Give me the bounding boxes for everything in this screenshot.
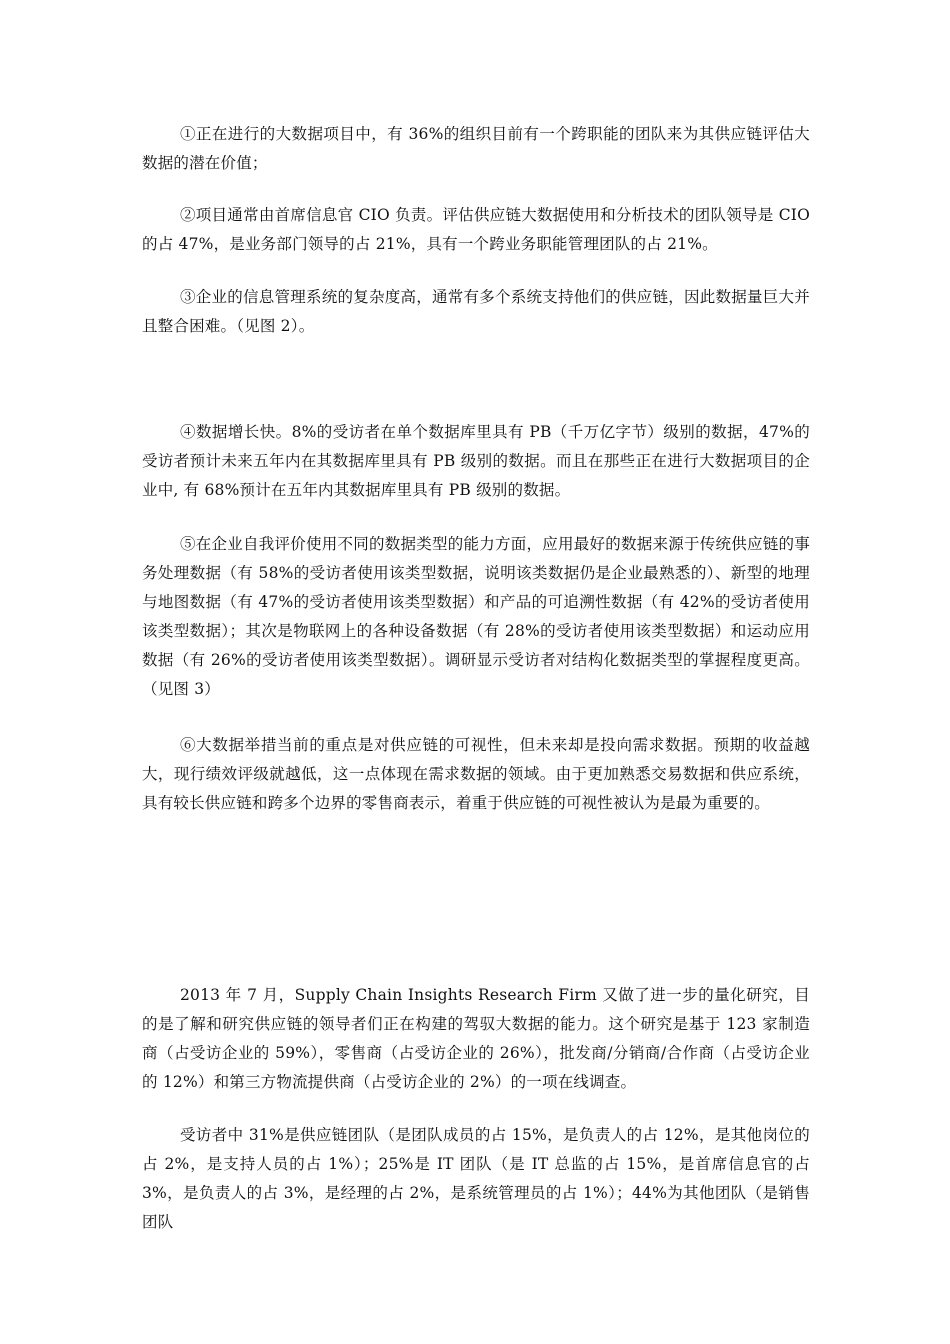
paragraph-data-types: ⑤在企业自我评价使用不同的数据类型的能力方面，应用最好的数据来源于传统供应链的事务处理数据（有 58%的受访者使用该类型数据，说明该类数据仍是企业最熟悉的）、新型的地理与地图数据（有 47%的受访者使用该类型数据）和产品的可追溯性数据（有 42%的受访者使用该类型数据）；其次是物联网上的各种设备数据（有 28%的受访者使用该类型数据）和运动应用数据（有 26%的受访者使用该类型数据）。调研显示受访者对结构化数据类型的掌握程度更高。（见图 3） xyxy=(142,535,810,698)
paragraph-big-data-cross-functional-team: ①正在进行的大数据项目中，有 36%的组织目前有一个跨职能的团队来为其供应链评估大数据的潜在价值； xyxy=(142,125,810,172)
paragraph-2013-survey: 2013 年 7 月，Supply Chain Insights Research Firm 又做了进一步的量化研究，目的是了解和研究供应链的领导者们正在构建的驾驭大数据的能力。这个研究是基于 123 家制造商（占受访企业的 59%），零售商（占受访企业的 26%），批发商/分销商/合作商（占受访企业的 12%）和第三方物流提供商（占受访企业的 2%）的一项在线调查。 xyxy=(142,986,810,1091)
paragraph-system-complexity: ③企业的信息管理系统的复杂度高，通常有多个系统支持他们的供应链，因此数据量巨大并且整合困难。（见图 2）。 xyxy=(142,288,810,335)
paragraph-visibility-focus: ⑥大数据举措当前的重点是对供应链的可视性，但未来却是投向需求数据。预期的收益越大，现行绩效评级就越低，这一点体现在需求数据的领域。由于更加熟悉交易数据和供应系统，具有较长供应链和跨多个边界的零售商表示，着重于供应链的可视性被认为是最为重要的。 xyxy=(142,736,810,812)
paragraph-cio-leadership: ②项目通常由首席信息官 CIO 负责。评估供应链大数据使用和分析技术的团队领导是 CIO 的占 47%，是业务部门领导的占 21%，具有一个跨业务职能管理团队的占 21%。 xyxy=(142,206,810,253)
paragraph-respondent-breakdown: 受访者中 31%是供应链团队（是团队成员的占 15%，是负责人的占 12%，是其他岗位的占 2%，是支持人员的占 1%）；25%是 IT 团队（是 IT 总监的占 15%，是首席信息官的占 3%，是负责人的占 3%，是经理的占 2%，是系统管理员的占 1%）；44%为其他团队（是销售团队 xyxy=(142,1126,810,1231)
paragraph-data-growth: ④数据增长快。8%的受访者在单个数据库里具有 PB（千万亿字节）级别的数据，47%的受访者预计未来五年内在其数据库里具有 PB 级别的数据。而且在那些正在进行大数据项目的企业中, 有 68%预计在五年内其数据库里具有 PB 级别的数据。 xyxy=(142,423,810,499)
